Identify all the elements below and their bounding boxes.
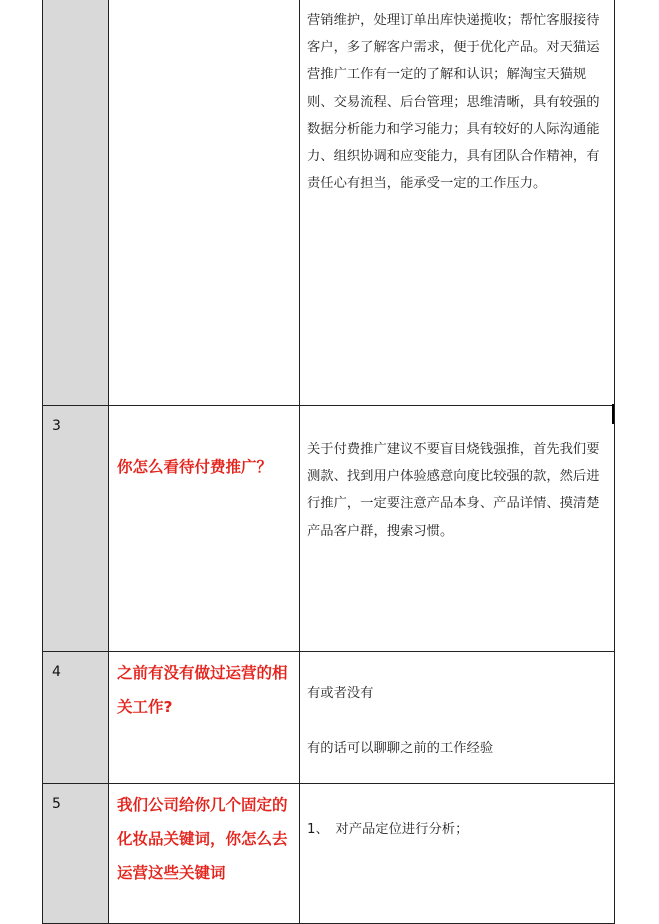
answer-cell [300,0,615,406]
answer-text: 营销维护，处理订单出库快递揽收；帮忙客服接待客户，多了解客户需求，便于优化产品。对天猫运营推广工作有一定的了解和认识；解淘宝天猫规则、交易流程、后台管理；思维清晰，具有较强的数据分析能力和学习能力；具有较好的人际沟通能力、组织协调和应变能力，具有团队合作精神，有责任心有担当，能承受一定的工作压力。 [307,13,600,192]
answer-cell [300,406,615,652]
row-number: 5 [52,796,61,812]
answer-line: 有或者没有 [307,686,374,701]
row-number-cell [43,406,109,652]
question-text: 你怎么看待付费推广？ [117,458,273,476]
question-text: 我们公司给你几个固定的化妆品关键词，你怎么去运营这些关键词 [117,796,288,882]
question-cell [109,406,300,652]
row-number: 3 [52,418,61,434]
question-text: 之前有没有做过运营的相关工作? [117,664,288,716]
question-cell [109,652,300,784]
question-cell [109,0,300,406]
row-number-cell [43,0,109,406]
row-number-cell [43,784,109,924]
row-number: 4 [52,664,61,680]
table-row [43,784,615,924]
table-row [43,406,615,652]
answer-text: 1、 对产品定位进行分析； [307,822,469,837]
answer-text: 关于付费推广建议不要盲目烧钱强推，首先我们要测款、找到用户体验感意向度比较强的款，然后进行推广，一定要注意产品本身、产品详情、摸清楚产品客户群，搜索习惯。 [307,442,600,539]
question-cell [109,784,300,924]
row-number-cell [43,652,109,784]
table-row [43,0,615,406]
answer-cell [300,652,615,784]
text-cursor [612,404,614,424]
answer-cell [300,784,615,924]
table-row [43,652,615,784]
interview-qa-table [42,0,615,924]
row-number [43,0,108,11]
answer-line: 有的话可以聊聊之前的工作经验 [307,741,494,757]
